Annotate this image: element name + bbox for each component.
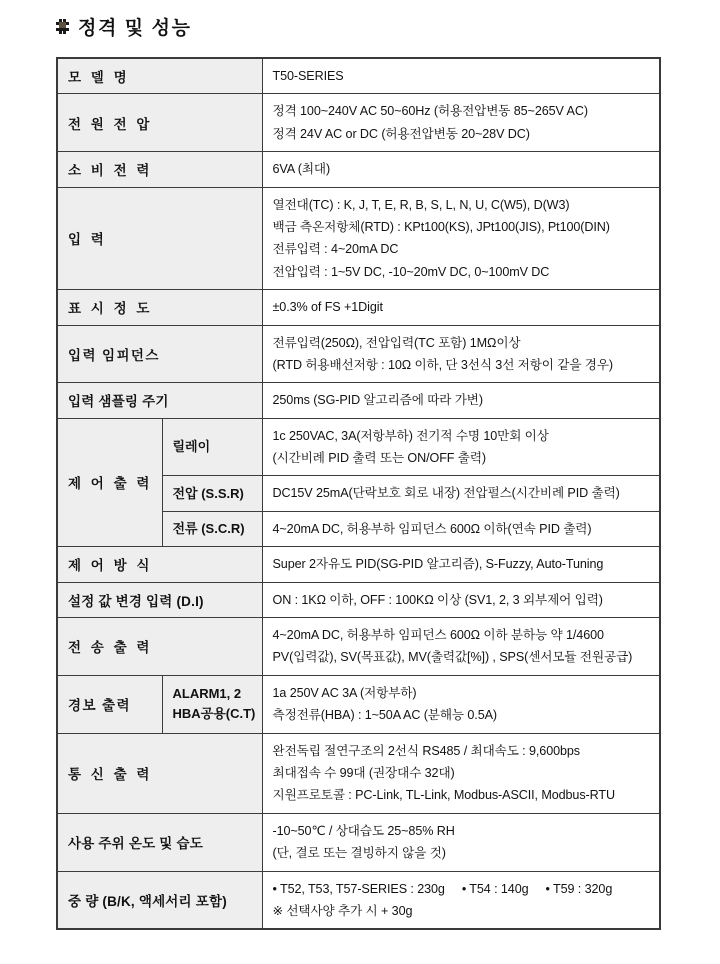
spec-label-cell <box>57 675 162 733</box>
spec-value-line: Super 2자유도 PID(SG-PID 알고리즘), S-Fuzzy, Auto-Tuning <box>272 557 604 572</box>
spec-label-cell <box>57 618 262 676</box>
spec-value-line: 열전대(TC) : K, J, T, E, R, B, S, L, N, U, C(W5), D(W3) <box>272 197 570 212</box>
spec-value-line: (RTD 허용배선저항 : 10Ω 이하, 단 3선식 3선 저항이 같을 경우) <box>272 357 614 372</box>
spec-value-line: T50-SERIES <box>272 69 344 83</box>
table-row <box>57 325 660 383</box>
spec-value-cell <box>262 813 660 871</box>
spec-value-line: 전류입력 : 4~20mA DC <box>272 242 399 257</box>
spec-value-line: (시간비례 PID 출력 또는 ON/OFF 출력) <box>272 451 487 466</box>
table-row <box>57 187 660 290</box>
spec-value-cell <box>262 58 660 94</box>
weight-item: • T52, T53, T57-SERIES : 230g <box>272 881 445 896</box>
spec-value-cell <box>262 476 660 511</box>
spec-label-text: 전 송 출 력 <box>68 640 153 656</box>
spec-sublabel-line: HBA공용(C.T) <box>172 706 256 722</box>
spec-label-text: 입력 샘플링 주기 <box>68 394 169 410</box>
spec-value-cell <box>262 511 660 546</box>
spec-value-line: (단, 결로 또는 결빙하지 않을 것) <box>272 846 446 861</box>
spec-label-cell <box>57 733 262 813</box>
spec-value-line: 정격 100~240V AC 50~60Hz (허용전압변동 85~265V AC) <box>272 104 588 119</box>
specifications-table <box>56 57 661 930</box>
table-row <box>57 152 660 187</box>
spec-label-cell <box>57 418 162 547</box>
spec-value-cell <box>262 383 660 418</box>
spec-label-text: 사용 주위 온도 및 습도 <box>68 836 203 852</box>
spec-value-line: 전압입력 : 1~5V DC, -10~20mV DC, 0~100mV DC <box>272 264 550 279</box>
spec-value-line: 완전독립 절연구조의 2선식 RS485 / 최대속도 : 9,600bps <box>272 743 581 758</box>
page-title <box>56 13 192 40</box>
spec-value-cell <box>262 733 660 813</box>
spec-sublabel-cell <box>162 675 262 733</box>
spec-value-line: 정격 24V AC or DC (허용전압변동 20~28V DC) <box>272 126 530 141</box>
table-row <box>57 94 660 152</box>
table-row <box>57 383 660 418</box>
spec-label-cell <box>57 187 262 290</box>
spec-sublabel-cell: 릴레이 <box>162 418 262 476</box>
spec-label-cell <box>57 582 262 617</box>
spec-value-cell <box>262 871 660 929</box>
table-row <box>57 733 660 813</box>
spec-value-line: ±0.3% of FS +1Digit <box>272 300 383 315</box>
spec-label-cell <box>57 58 262 94</box>
spec-label-text: 입력 임피던스 <box>68 347 160 363</box>
spec-value-cell <box>262 547 660 582</box>
table-row <box>57 871 660 929</box>
table-row <box>57 418 660 476</box>
spec-label-text: 표 시 정 도 <box>68 301 153 317</box>
spec-value-line: -10~50℃ / 상대습도 25~85% RH <box>272 823 455 838</box>
spec-value-line: 6VA (최대) <box>272 162 331 177</box>
spec-label-text: 설정 값 변경 입력 (D.I) <box>68 593 204 609</box>
spec-label-cell <box>57 813 262 871</box>
spec-value-cell <box>262 152 660 187</box>
table-row <box>57 618 660 676</box>
spec-value-line: 1c 250VAC, 3A(저항부하) 전기적 수명 10만회 이상 <box>272 428 549 443</box>
spec-label-text: 경보 출력 <box>68 698 131 714</box>
spec-label-text: 제 어 방 식 <box>68 558 153 574</box>
spec-label-cell <box>57 290 262 325</box>
page-title-text: 정격 및 성능 <box>78 18 192 39</box>
spec-value-line: 4~20mA DC, 허용부하 임피던스 600Ω 이하 분하능 약 1/4600 <box>272 628 604 643</box>
spec-label-text: 중 량 (B/K, 액세서리 포함) <box>68 893 227 909</box>
spec-value-cell <box>262 290 660 325</box>
table-row <box>57 58 660 94</box>
spec-value-cell <box>262 582 660 617</box>
spec-label-text: 전 원 전 압 <box>68 116 153 132</box>
spec-value-line: 백금 측온저항체(RTD) : KPt100(KS), JPt100(JIS), Pt100(DIN) <box>272 219 610 234</box>
spec-label-cell <box>57 547 262 582</box>
spec-label-cell <box>57 383 262 418</box>
spec-value-line: 전류입력(250Ω), 전압입력(TC 포함) 1MΩ이상 <box>272 335 521 350</box>
table-row <box>57 813 660 871</box>
spec-label-cell <box>57 152 262 187</box>
spec-value-cell <box>262 325 660 383</box>
spec-value-line: PV(입력값), SV(목표값), MV(출력값[%]) , SPS(센서모듈 전원공급) <box>272 650 633 665</box>
spec-label-cell <box>57 871 262 929</box>
spec-value-line: ON : 1KΩ 이하, OFF : 100KΩ 이상 (SV1, 2, 3 외부제어 입력) <box>272 592 603 607</box>
spec-value-line: 250ms (SG-PID 알고리즘에 따라 가변) <box>272 393 483 408</box>
weight-item: • T59 : 320g <box>545 881 613 896</box>
spec-label-text: 통 신 출 력 <box>68 767 153 783</box>
spec-value-line: DC15V 25mA(단락보호 회로 내장) 전압펄스(시간비례 PID 출력) <box>272 486 620 501</box>
spec-value-line: 지원프로토콜 : PC-Link, TL-Link, Modbus-ASCII, Modbus-RTU <box>272 788 615 803</box>
table-row <box>57 675 660 733</box>
spec-value-line: 1a 250V AC 3A (저항부하) <box>272 685 417 700</box>
spec-label-text: 제 어 출 력 <box>68 476 153 492</box>
spec-value-cell <box>262 418 660 476</box>
spec-value-line: 측정전류(HBA) : 1~50A AC (분해능 0.5A) <box>272 708 498 723</box>
spec-label-cell <box>57 325 262 383</box>
table-row <box>57 582 660 617</box>
spec-label-text: 입 력 <box>68 232 107 248</box>
table-row <box>57 547 660 582</box>
spec-value-cell <box>262 618 660 676</box>
spec-label-cell <box>57 94 262 152</box>
spec-value-cell <box>262 187 660 290</box>
spec-sublabel-line: ALARM1, 2 <box>172 686 242 702</box>
spec-value-cell <box>262 675 660 733</box>
weight-item: • T54 : 140g <box>461 881 529 896</box>
spec-value-line: 최대접속 수 99대 (권장대수 32대) <box>272 765 455 780</box>
spec-label-text: 소 비 전 력 <box>68 163 153 179</box>
square-bullet-icon <box>56 19 69 34</box>
spec-label-text: 모 델 명 <box>68 70 130 86</box>
spec-sublabel-cell: 전압 (S.S.R) <box>162 476 262 511</box>
weight-items <box>273 879 652 899</box>
spec-value-cell <box>262 94 660 152</box>
spec-value-line: ※ 선택사양 추가 시 + 30g <box>272 903 413 918</box>
spec-value-line: 4~20mA DC, 허용부하 임피던스 600Ω 이하(연속 PID 출력) <box>272 521 592 536</box>
table-row <box>57 290 660 325</box>
spec-sublabel-cell: 전류 (S.C.R) <box>162 511 262 546</box>
